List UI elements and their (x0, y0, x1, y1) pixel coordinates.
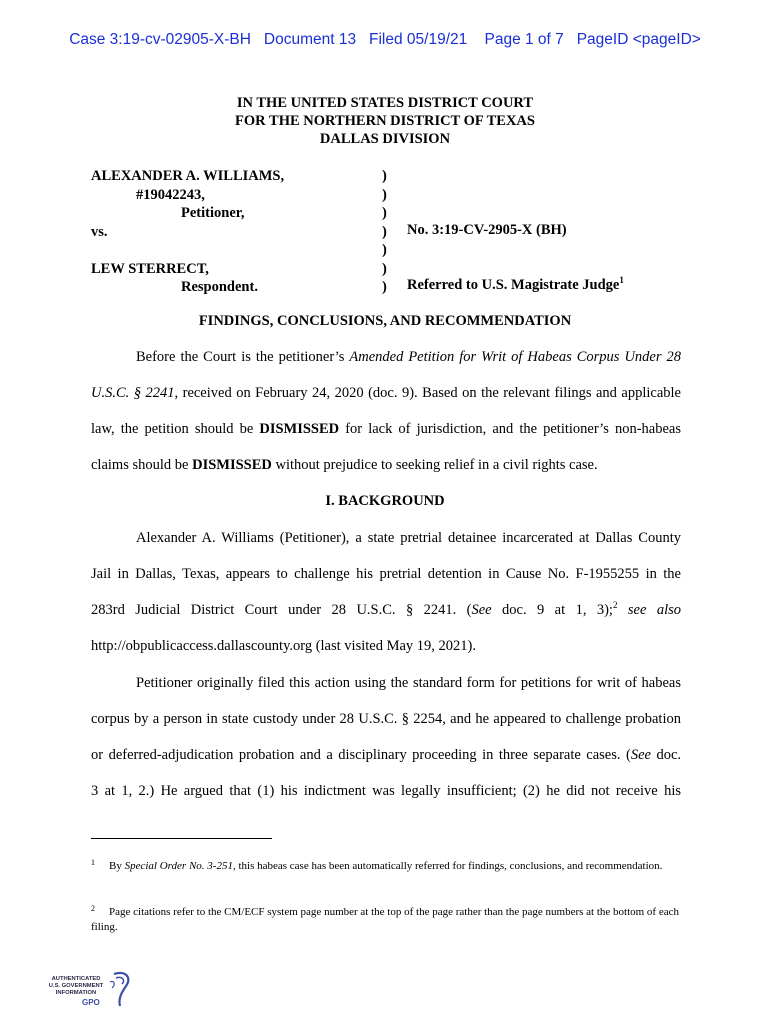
para1-text: Before the Court is the petitioner’s (136, 349, 350, 365)
para2-line4: http://obpublicaccess.dallascounty.org (last visited May 19, 2021). (91, 638, 476, 654)
para1-line4 (91, 457, 681, 474)
para1-text: without prejudice to seeking relief in a civil rights case. (271, 457, 598, 473)
respondent-name: LEW STERRECT, (91, 260, 209, 277)
para2-line3 (91, 602, 681, 619)
para1-line3 (91, 421, 681, 438)
header-case-number: Case 3:19-cv-02905-X-BH (69, 31, 251, 48)
gpo-line-1: AUTHENTICATED (51, 976, 101, 982)
para3-see: See (630, 747, 651, 763)
para3-line2: corpus by a person in state custody under 28 U.S.C. § 2254, and he appeared to challenge probation (91, 711, 681, 727)
paren: ) (382, 223, 387, 240)
para3-text: doc. (650, 747, 681, 763)
parties-block (91, 167, 284, 297)
para1-text: claims should be (91, 457, 193, 473)
footnote-ref-2[interactable]: 2 (612, 600, 618, 610)
gpo-line-2: U.S. GOVERNMENT (48, 983, 104, 989)
para3-text: or deferred-adjudication probation and a disciplinary proceeding in three separate cases. ( (91, 747, 631, 763)
para1-text: for lack of jurisdiction, and the petitioner’s non-habeas (339, 421, 681, 437)
document-header (0, 31, 770, 49)
para2-see-also: see also (617, 602, 681, 618)
para2-line2: Jail in Dallas, Texas, appears to challenge his pretrial detention in Cause No. F-1955255 in the (91, 566, 681, 582)
para1-text: law, the petition should be (91, 421, 260, 437)
court-name-line-2: FOR THE NORTHERN DISTRICT OF TEXAS (235, 113, 535, 129)
paren: ) (382, 279, 387, 295)
para2-text: 283rd Judicial District Court under 28 U.S.C. § 2241. ( (91, 602, 472, 618)
para2-text: doc. 9 at 1, 3); (491, 602, 613, 618)
para1-dismissed: DISMISSED (259, 421, 340, 437)
footnote-1-text: By (109, 860, 125, 872)
para1-statute: U.S.C. § 2241 (91, 385, 175, 401)
paren: ) (382, 168, 387, 184)
para1-line2 (91, 385, 681, 402)
footnote-2-number: 2 (91, 904, 95, 913)
footnote-ref-1[interactable]: 1 (619, 275, 624, 285)
court-division: DALLAS DIVISION (319, 131, 451, 147)
respondent-role: Respondent. (181, 279, 258, 295)
para1-petition-title: Amended Petition for Writ of Habeas Corpus Under 28 (349, 349, 681, 365)
para1-line1 (136, 349, 681, 366)
parties-spacer (91, 241, 284, 260)
gpo-authentication-logo (40, 968, 140, 1012)
header-page-number: Page 1 of 7 (484, 31, 564, 48)
caption-parentheses (382, 167, 387, 297)
para1-text: , received on February 24, 2020 (doc. 9). Based on the relevant filings and applicable (174, 385, 681, 401)
petitioner-role: Petitioner, (181, 205, 245, 221)
header-filed-date: Filed 05/19/21 (369, 31, 468, 48)
footnote-1-number: 1 (91, 858, 95, 867)
referral-note (407, 277, 624, 294)
court-caption (0, 94, 770, 148)
para2-line1: Alexander A. Williams (Petitioner), a state pretrial detainee incarcerated at Dallas County (136, 530, 681, 546)
footnote-1-order: Special Order No. 3-251 (124, 860, 233, 872)
petitioner-id: #19042243, (136, 186, 205, 203)
para3-line4: 3 at 1, 2.) He argued that (1) his indictment was legally insufficient; (2) he did not receive his (91, 783, 681, 799)
petitioner-name: ALEXANDER A. WILLIAMS, (91, 168, 285, 184)
para3-line3 (91, 747, 681, 764)
footnote-2-text: Page citations refer to the CM/ECF system page number at the top of the page rather than the page numbers at the bottom of each filing. (91, 906, 679, 933)
referral-text: Referred to U.S. Magistrate Judge (407, 277, 620, 293)
header-document-number: Document 13 (263, 31, 357, 48)
section-heading-background: I. BACKGROUND (325, 493, 445, 509)
footnote-1-text: , this habeas case has been automatically referred for findings, conclusions, and recommendation. (232, 860, 663, 872)
court-name-line-1: IN THE UNITED STATES DISTRICT COURT (236, 95, 534, 111)
footnote-divider (91, 838, 272, 839)
para2-see: See (471, 602, 492, 618)
gpo-line-3: INFORMATION (55, 990, 97, 996)
header-page-id: PageID <pageID> (576, 31, 701, 48)
para1-dismissed: DISMISSED (192, 457, 272, 473)
paren: ) (382, 242, 387, 258)
para3-line1: Petitioner originally filed this action using the standard form for petitions for writ of habeas (136, 675, 681, 691)
footnote-2 (91, 901, 681, 935)
gpo-mark: GPO (82, 998, 100, 1007)
paren: ) (382, 260, 387, 277)
case-number: No. 3:19-CV-2905-X (BH) (407, 222, 567, 238)
document-title: FINDINGS, CONCLUSIONS, AND RECOMMENDATION (198, 313, 572, 329)
paren: ) (382, 186, 387, 203)
footnote-1 (91, 855, 681, 874)
paren: ) (382, 205, 387, 221)
versus: vs. (91, 223, 108, 240)
